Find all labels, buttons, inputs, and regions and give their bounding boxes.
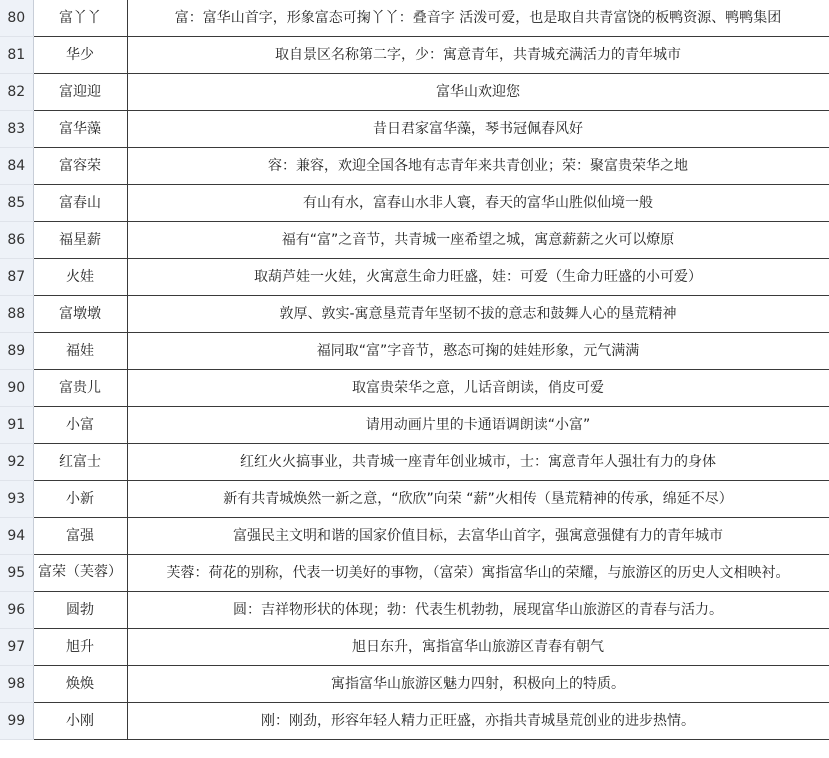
table-row: [0, 369, 829, 406]
description-cell[interactable]: 旭日东升，寓指富华山旅游区青春有朝气: [127, 628, 829, 665]
name-cell[interactable]: 富春山: [33, 184, 127, 221]
table-row: [0, 406, 829, 443]
table-row: [0, 258, 829, 295]
description-cell[interactable]: 富华山欢迎您: [127, 73, 829, 110]
row-number[interactable]: 87: [0, 258, 33, 295]
table-row: [0, 517, 829, 554]
table-row: [0, 221, 829, 258]
name-cell[interactable]: 小富: [33, 406, 127, 443]
name-cell[interactable]: 焕焕: [33, 665, 127, 702]
description-cell[interactable]: 敦厚、敦实-寓意垦荒青年坚韧不拔的意志和鼓舞人心的垦荒精神: [127, 295, 829, 332]
row-number[interactable]: 90: [0, 369, 33, 406]
name-cell[interactable]: 富荣（芙蓉）: [33, 554, 127, 591]
table-row: [0, 295, 829, 332]
table-row: [0, 36, 829, 73]
row-number[interactable]: 91: [0, 406, 33, 443]
name-cell[interactable]: 火娃: [33, 258, 127, 295]
table-row: [0, 628, 829, 665]
description-cell[interactable]: 福有“富”之音节，共青城一座希望之城，寓意薪薪之火可以燎原: [127, 221, 829, 258]
table-row: [0, 665, 829, 702]
description-cell[interactable]: 昔日君家富华藻，琴书冠佩春风好: [127, 110, 829, 147]
row-number[interactable]: 92: [0, 443, 33, 480]
name-cell[interactable]: 富贵儿: [33, 369, 127, 406]
row-number[interactable]: 88: [0, 295, 33, 332]
name-cell[interactable]: 旭升: [33, 628, 127, 665]
row-number[interactable]: 94: [0, 517, 33, 554]
description-cell[interactable]: 刚：刚劲，形容年轻人精力正旺盛，亦指共青城垦荒创业的进步热情。: [127, 702, 829, 739]
description-cell[interactable]: 富：富华山首字，形象富态可掬丫丫：叠音字 活泼可爱，也是取自共青富饶的板鸭资源、鸭鸭集团: [127, 0, 829, 36]
row-number[interactable]: 83: [0, 110, 33, 147]
table-row: [0, 110, 829, 147]
table-row: [0, 591, 829, 628]
row-number[interactable]: 80: [0, 0, 33, 36]
row-number[interactable]: 97: [0, 628, 33, 665]
row-number[interactable]: 95: [0, 554, 33, 591]
name-cell[interactable]: 富墩墩: [33, 295, 127, 332]
row-number[interactable]: 82: [0, 73, 33, 110]
table-row: [0, 73, 829, 110]
name-cell[interactable]: 小新: [33, 480, 127, 517]
row-number[interactable]: 98: [0, 665, 33, 702]
row-number[interactable]: 86: [0, 221, 33, 258]
name-cell[interactable]: 红富士: [33, 443, 127, 480]
name-cell[interactable]: 福娃: [33, 332, 127, 369]
name-cell[interactable]: 富迎迎: [33, 73, 127, 110]
name-cell[interactable]: 福星薪: [33, 221, 127, 258]
table-row: [0, 0, 829, 36]
name-cell[interactable]: 圆勃: [33, 591, 127, 628]
table-row: [0, 554, 829, 591]
description-cell[interactable]: 取葫芦娃一火娃，火寓意生命力旺盛，娃：可爱（生命力旺盛的小可爱）: [127, 258, 829, 295]
row-number[interactable]: 89: [0, 332, 33, 369]
description-cell[interactable]: 富强民主文明和谐的国家价值目标，去富华山首字，强寓意强健有力的青年城市: [127, 517, 829, 554]
table-row: [0, 480, 829, 517]
row-number[interactable]: 85: [0, 184, 33, 221]
description-cell[interactable]: 请用动画片里的卡通语调朗读“小富”: [127, 406, 829, 443]
description-cell[interactable]: 圆：吉祥物形状的体现；勃：代表生机勃勃，展现富华山旅游区的青春与活力。: [127, 591, 829, 628]
row-number[interactable]: 81: [0, 36, 33, 73]
name-cell[interactable]: 富丫丫: [33, 0, 127, 36]
table-row: [0, 443, 829, 480]
description-cell[interactable]: 福同取“富”字音节，憨态可掬的娃娃形象，元气满满: [127, 332, 829, 369]
table-row: [0, 332, 829, 369]
description-cell[interactable]: 芙蓉：荷花的别称，代表一切美好的事物，（富荣）寓指富华山的荣耀，与旅游区的历史人文相映衬。: [127, 554, 829, 591]
table-row: [0, 147, 829, 184]
name-cell[interactable]: 富容荣: [33, 147, 127, 184]
table-row: [0, 184, 829, 221]
description-cell[interactable]: 取富贵荣华之意，儿话音朗读，俏皮可爱: [127, 369, 829, 406]
row-number[interactable]: 93: [0, 480, 33, 517]
name-cell[interactable]: 富华藻: [33, 110, 127, 147]
description-cell[interactable]: 取自景区名称第二字，少：寓意青年，共青城充满活力的青年城市: [127, 36, 829, 73]
description-cell[interactable]: 红红火火搞事业，共青城一座青年创业城市，士：寓意青年人强壮有力的身体: [127, 443, 829, 480]
table-row: [0, 702, 829, 739]
row-number[interactable]: 96: [0, 591, 33, 628]
description-cell[interactable]: 新有共青城焕然一新之意，“欣欣”向荣 “薪”火相传（垦荒精神的传承，绵延不尽）: [127, 480, 829, 517]
row-number[interactable]: 99: [0, 702, 33, 739]
name-cell[interactable]: 华少: [33, 36, 127, 73]
description-cell[interactable]: 寓指富华山旅游区魅力四射，积极向上的特质。: [127, 665, 829, 702]
description-cell[interactable]: 有山有水，富春山水非人寰，春天的富华山胜似仙境一般: [127, 184, 829, 221]
name-cell[interactable]: 富强: [33, 517, 127, 554]
name-cell[interactable]: 小刚: [33, 702, 127, 739]
description-cell[interactable]: 容：兼容，欢迎全国各地有志青年来共青创业；荣：聚富贵荣华之地: [127, 147, 829, 184]
row-number[interactable]: 84: [0, 147, 33, 184]
